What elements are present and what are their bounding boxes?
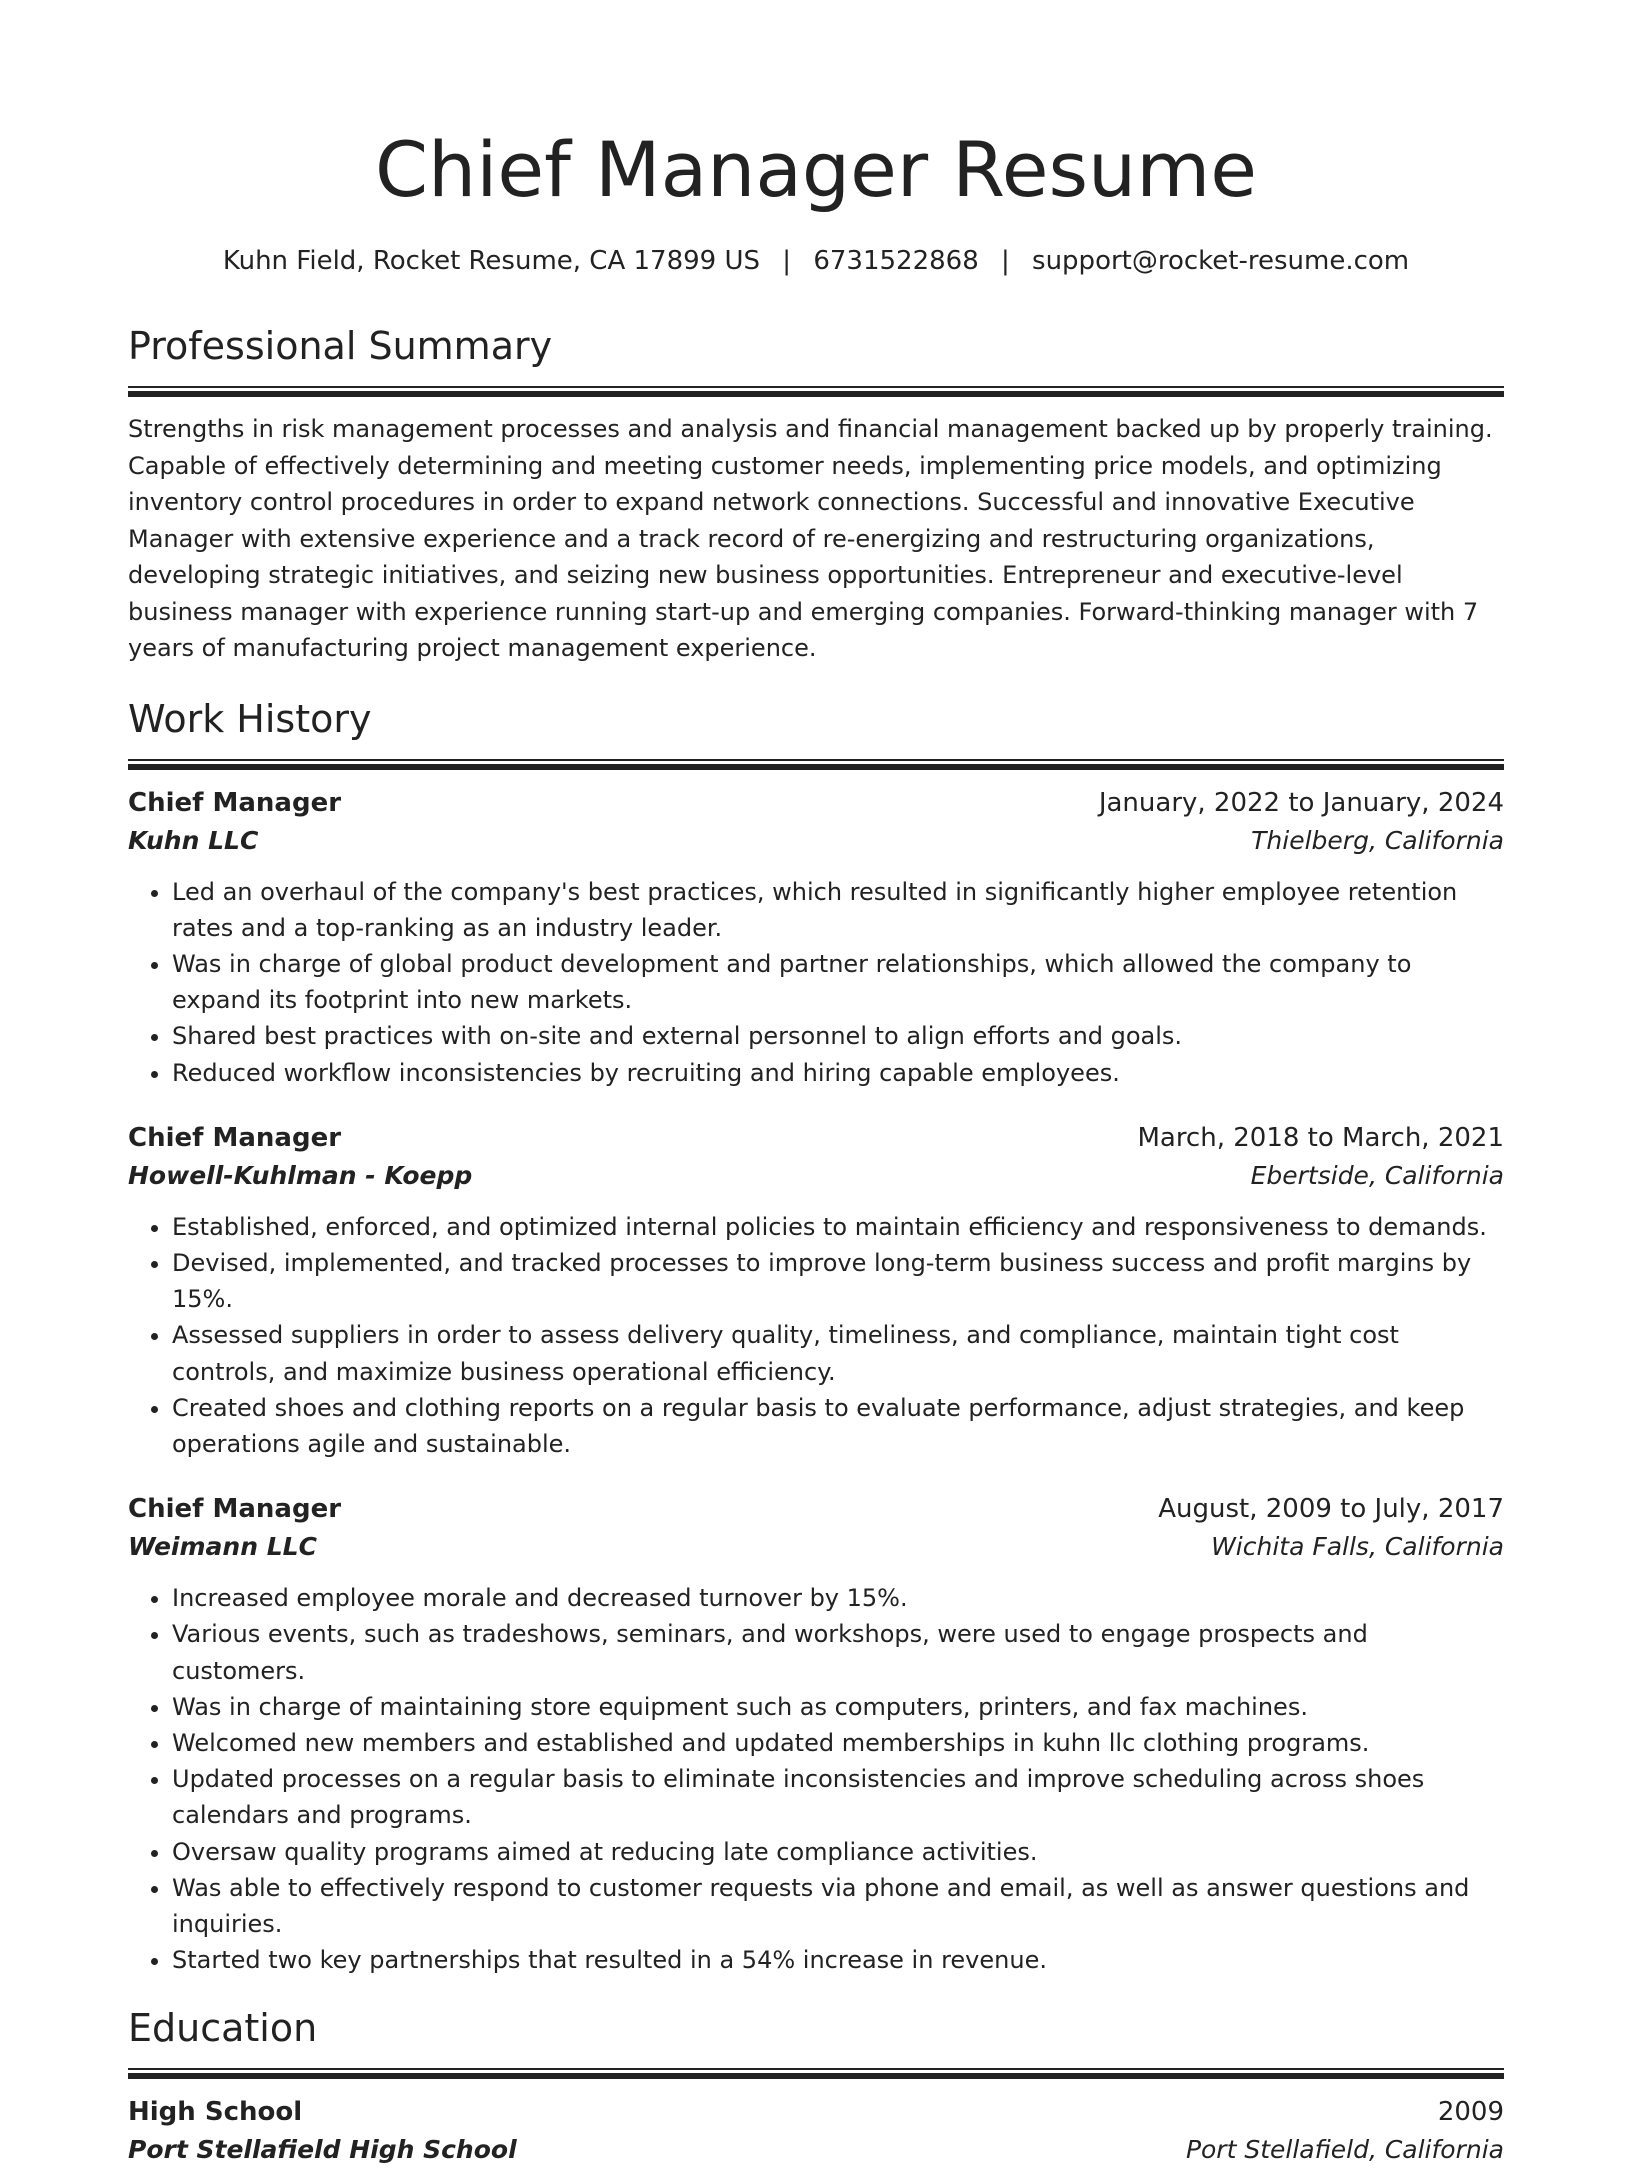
job-entry (128, 1119, 1504, 1462)
job-bullet: • Devised, implemented, and tracked processes to improve long-term business success and profit margins by 15%. (172, 1245, 1504, 1317)
section-divider (128, 386, 1504, 397)
section-heading-education: Education (128, 2006, 318, 2051)
section-heading-work: Work History (128, 696, 372, 741)
contact-separator: | (782, 246, 792, 276)
job-bullet: • Updated processes on a regular basis to eliminate inconsistencies and improve scheduling across shoes calendars and programs. (172, 1761, 1504, 1833)
job-title: Chief Manager (128, 787, 342, 818)
job-bullet: • Led an overhaul of the company's best practices, which resulted in significantly higher employee retention rates and a top-ranking as an industry leader. (172, 874, 1504, 946)
job-location: Thielberg, California (1251, 825, 1504, 855)
contact-email: support@rocket-resume.com (1032, 246, 1410, 276)
job-bullet: • Various events, such as tradeshows, seminars, and workshops, were used to engage prospects and customers. (172, 1616, 1504, 1688)
job-bullet: • Oversaw quality programs aimed at reducing late compliance activities. (172, 1834, 1504, 1870)
job-bullet: • Was able to effectively respond to customer requests via phone and email, as well as answer questions and inquiries. (172, 1870, 1504, 1942)
job-bullet: • Started two key partnerships that resulted in a 54% increase in revenue. (172, 1942, 1504, 1978)
job-bullet: • Reduced workflow inconsistencies by recruiting and hiring capable employees. (172, 1055, 1504, 1091)
education-school: Port Stellafield High School (128, 2135, 517, 2165)
contact-line (128, 244, 1504, 278)
education-year: 2009 (1437, 2097, 1504, 2128)
summary-text: Strengths in risk management processes and analysis and financial management backed up by properly training. Capable of effectively determining and meeting customer needs, implementing price models, and optimizing inventory control procedures in order to expand network connections. Successful and innovative Executive Manager with extensive experience and a track record of re-energizing and restructuring organizations, developing strategic initiatives, and seizing new business opportunities. Entrepreneur and executive-level business manager with experience running start-up and emerging companies. Forward-thinking manager with 7 years of manufacturing project management experience. (128, 415, 1493, 662)
contact-phone: 6731522868 (813, 246, 979, 276)
job-dates: March, 2018 to March, 2021 (1137, 1122, 1504, 1153)
job-entry (128, 784, 1504, 1091)
section-heading-summary: Professional Summary (128, 324, 553, 368)
education-location: Port Stellafield, California (1185, 2135, 1504, 2165)
job-location: Wichita Falls, California (1211, 1532, 1504, 1562)
job-bullet: • Was in charge of global product development and partner relationships, which allowed the company to expand its footprint into new markets. (172, 946, 1504, 1018)
job-bullet: • Increased employee morale and decreased turnover by 15%. (172, 1580, 1504, 1616)
contact-separator: | (1001, 246, 1010, 276)
resume-title: Chief Manager Resume (374, 125, 1257, 214)
job-entry (128, 1490, 1504, 1978)
job-company: Kuhn LLC (128, 825, 259, 855)
job-bullet: • Established, enforced, and optimized internal policies to maintain efficiency and responsiveness to demands. (172, 1209, 1504, 1245)
contact-address: Kuhn Field, Rocket Resume, CA 17899 US (222, 246, 761, 276)
section-divider (128, 759, 1504, 770)
job-dates: August, 2009 to July, 2017 (1158, 1494, 1504, 1525)
job-location: Ebertside, California (1250, 1160, 1504, 1190)
job-bullet: • Created shoes and clothing reports on a regular basis to evaluate performance, adjust strategies, and keep operations agile and sustainable. (172, 1390, 1504, 1462)
job-bullet: • Assessed suppliers in order to assess delivery quality, timeliness, and compliance, maintain tight cost controls, and maximize business operational efficiency. (172, 1317, 1504, 1389)
section-work-history (128, 695, 1504, 1979)
job-bullet-list (128, 1209, 1504, 1462)
job-title: Chief Manager (128, 1494, 342, 1525)
job-dates: January, 2022 to January, 2024 (1098, 787, 1504, 818)
job-bullet-list (128, 874, 1504, 1091)
education-entry (128, 2093, 1504, 2169)
section-divider (128, 2068, 1504, 2079)
job-bullet-list (128, 1580, 1504, 1978)
job-bullet: • Welcomed new members and established and updated memberships in kuhn llc clothing programs. (172, 1725, 1504, 1761)
section-professional-summary (128, 322, 1504, 667)
job-company: Weimann LLC (128, 1532, 317, 1562)
education-degree: High School (128, 2097, 303, 2128)
job-bullet: • Shared best practices with on-site and external personnel to align efforts and goals. (172, 1018, 1504, 1054)
job-bullet: • Was in charge of maintaining store equipment such as computers, printers, and fax machines. (172, 1689, 1504, 1725)
job-company: Howell-Kuhlman - Koepp (128, 1160, 473, 1190)
section-education (128, 2004, 1504, 2169)
job-title: Chief Manager (128, 1122, 342, 1153)
